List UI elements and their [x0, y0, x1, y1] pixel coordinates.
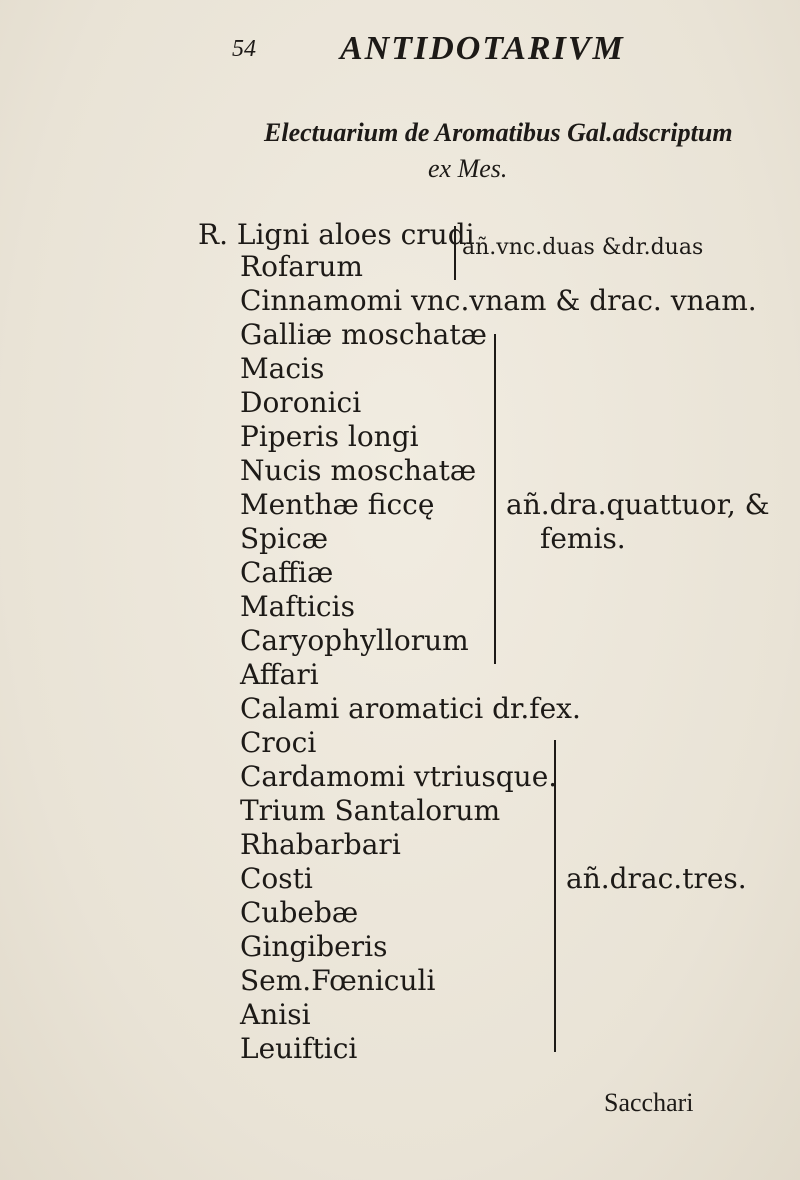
ingredient-line: Galliæ moschatæ: [240, 318, 487, 351]
ingredient-line: Spicæ: [240, 522, 329, 555]
recipe-subtitle: ex Mes.: [428, 154, 508, 183]
ingredient-line: Leuiftici: [240, 1032, 358, 1065]
ingredient-line: Piperis longi: [240, 420, 419, 453]
ingredient-line: Caffiæ: [240, 556, 334, 589]
ingredient-line: Gingiberis: [240, 930, 388, 963]
page-number: 54: [232, 36, 256, 62]
quantity-note: femis.: [540, 522, 626, 555]
ingredient-line: Cardamomi vtriusque.: [240, 760, 558, 793]
ingredient-line: Sem.Fœniculi: [240, 964, 436, 997]
ingredient-line: Costi: [240, 862, 313, 895]
ingredient-line: Nucis moschatæ: [240, 454, 477, 487]
ingredient-line: Anisi: [240, 998, 311, 1031]
ingredient-line: Cinnamomi vnc.vnam & drac. vnam.: [240, 284, 757, 317]
ingredient-line: R. Ligni aloes crudi: [198, 218, 475, 251]
ingredient-line: Doronici: [240, 386, 362, 419]
ingredient-line: Menthæ ficcę: [240, 488, 435, 521]
ingredient-line: Calami aromatici dr.fex.: [240, 692, 581, 725]
quantity-note: añ.vnc.duas &dr.duas: [462, 235, 704, 260]
recipe-title: Electuarium de Aromatibus Gal.adscriptum: [264, 118, 733, 147]
ingredient-line: Cubebæ: [240, 896, 359, 929]
ingredient-line: Trium Santalorum: [240, 794, 501, 827]
ingredient-line: Mafticis: [240, 590, 355, 623]
ingredient-line: Croci: [240, 726, 317, 759]
ingredient-line: Rhabarbari: [240, 828, 401, 861]
brace-mark: [494, 334, 496, 664]
ingredient-line: Rofarum: [240, 250, 363, 283]
ingredient-line: Macis: [240, 352, 325, 385]
ingredient-line: Caryophyllorum: [240, 624, 469, 657]
brace-mark: [454, 226, 456, 280]
brace-mark: [554, 740, 556, 1052]
ingredient-line: Affari: [240, 658, 319, 691]
running-title: ANTIDOTARIVM: [340, 30, 625, 67]
quantity-note: añ.dra.quattuor, &: [506, 488, 770, 521]
quantity-note: añ.drac.tres.: [566, 862, 747, 895]
catchword: Sacchari: [604, 1088, 694, 1117]
